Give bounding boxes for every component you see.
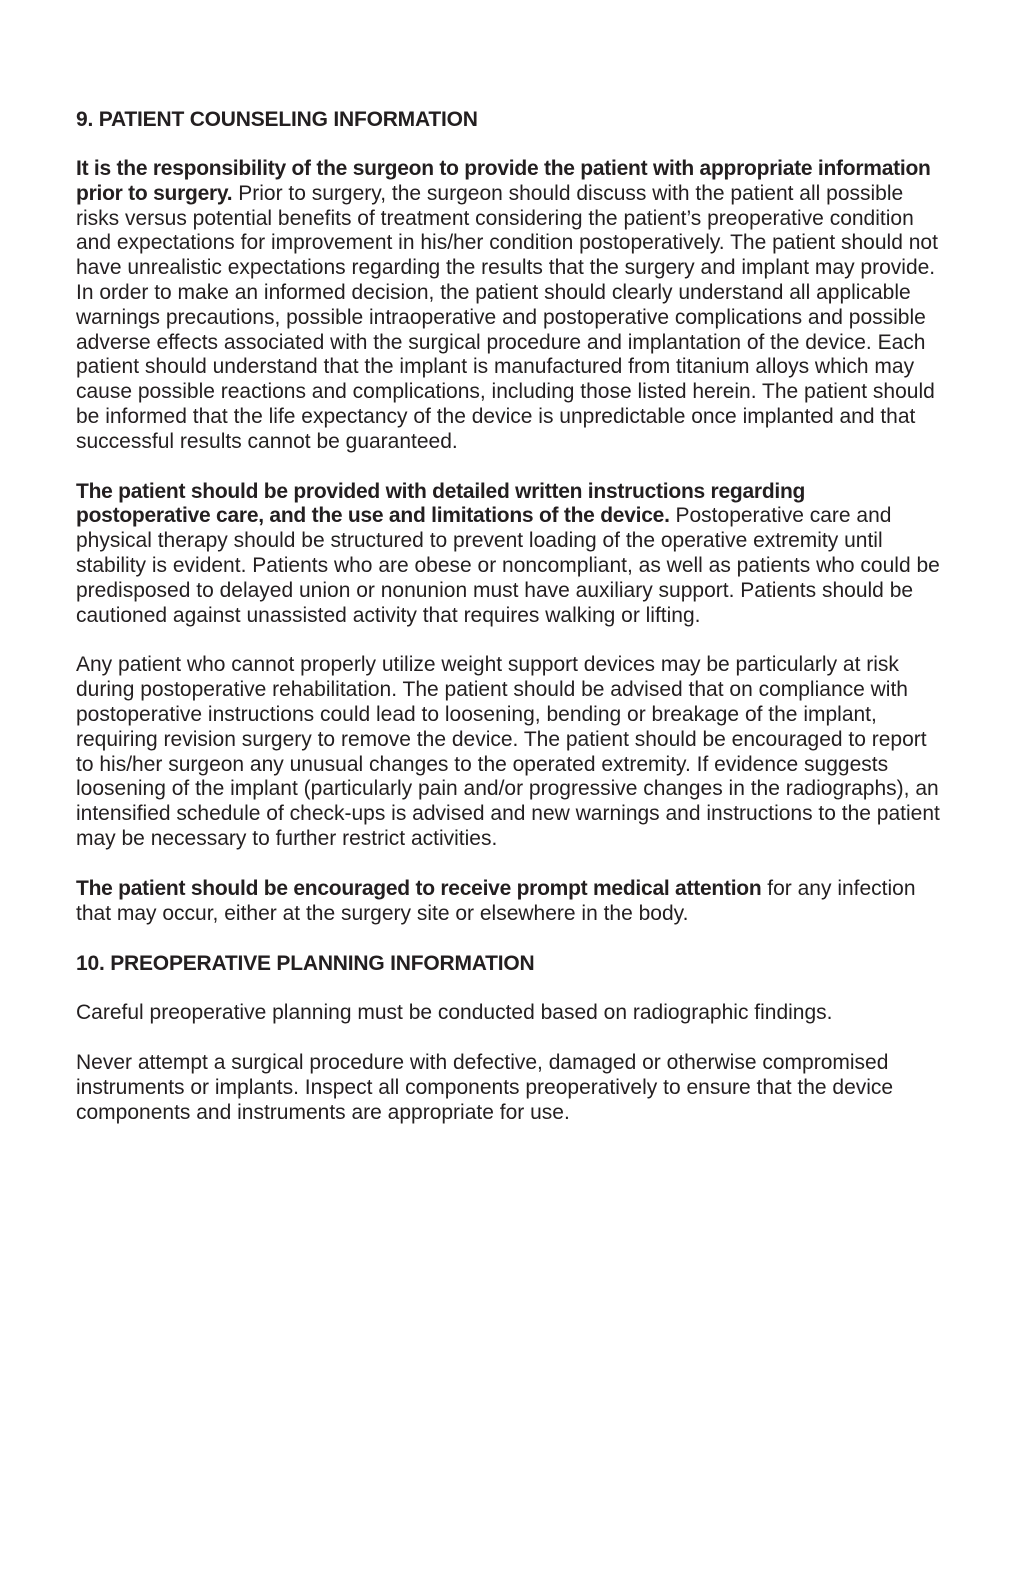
section-9-paragraph-4-bold-lead: The patient should be encouraged to receive prompt medical attention bbox=[76, 876, 762, 900]
section-10-paragraph-1 bbox=[76, 1001, 940, 1026]
section-10-paragraph-1-text: Careful preoperative planning must be conducted based on radiographic findings. bbox=[76, 1001, 833, 1025]
document-page bbox=[76, 107, 940, 1126]
section-9-paragraph-3-text: Any patient who cannot properly utilize weight support devices may be particularly at risk during postoperative rehabilitation. The patient should be advised that on compliance with postoperative instructions could lead to loosening, bending or breakage of the implant, requiring revision surgery to remove the device. The patient should be encouraged to report to his/her surgeon any unusual changes to the operated extremity. If evidence suggests loosening of the implant (particularly pain and/or progressive changes in the radiographs), an intensified schedule of check-ups is advised and new warnings and instructions to the patient may be necessary to further restrict activities. bbox=[76, 653, 940, 850]
section-10-paragraph-2 bbox=[76, 1051, 940, 1125]
section-9-paragraph-1-text: Prior to surgery, the surgeon should discuss with the patient all possible risks versus potential benefits of treatment considering the patient’s preoperative condition and expectations for improvement in his/her condition postoperatively. The patient should not have unrealistic expectations regarding the results that the surgery and implant may provide. In order to make an informed decision, the patient should clearly understand all applicable warnings precautions, possible intraoperative and postoperative complications and possible adverse effects associated with the surgical procedure and implantation of the device. Each patient should understand that the implant is manufactured from titanium alloys which may cause possible reactions and complications, including those listed herein. The patient should be informed that the life expectancy of the device is unpredictable once implanted and that successful results cannot be guaranteed. bbox=[76, 181, 938, 453]
section-9-heading: 9. PATIENT COUNSELING INFORMATION bbox=[76, 108, 478, 131]
section-9-paragraph-4 bbox=[76, 877, 940, 927]
section-9-paragraph-2 bbox=[76, 480, 940, 629]
section-9-paragraph-1-bold-lead: It is the responsibility of the surgeon to provide the patient with appropriate information prior to surgery. bbox=[76, 157, 931, 205]
section-9-paragraph-1 bbox=[76, 157, 940, 455]
section-9-paragraph-2-bold-lead: The patient should be provided with detailed written instructions regarding postoperative care, and the use and limitations of the device. bbox=[76, 479, 806, 528]
section-10-heading: 10. PREOPERATIVE PLANNING INFORMATION bbox=[76, 952, 535, 976]
section-9-paragraph-2-text: Postoperative care and physical therapy should be structured to prevent loading of the operative extremity until stability is evident. Patients who are obese or noncompliant, as well as patients who could be predisposed to delayed union or nonunion must have auxiliary support. Patients should be cautioned against unassisted activity that requires walking or lifting. bbox=[76, 504, 940, 627]
section-9-paragraph-3 bbox=[76, 653, 940, 851]
section-9-paragraph-4-text: for any infection that may occur, either at the surgery site or elsewhere in the body. bbox=[76, 876, 916, 925]
section-10-paragraph-2-text: Never attempt a surgical procedure with defective, damaged or otherwise compromised instruments or implants. Inspect all components preoperatively to ensure that the device components and instruments are appropriate for use. bbox=[76, 1051, 894, 1124]
